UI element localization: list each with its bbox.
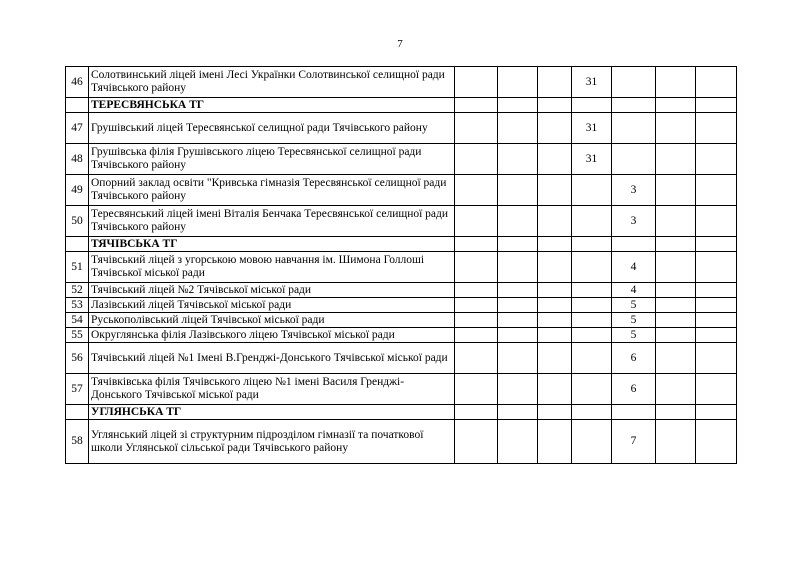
empty-cell [498, 298, 538, 313]
empty-cell [455, 67, 498, 98]
row-number: 47 [66, 113, 89, 144]
empty-cell [498, 374, 538, 405]
empty-cell [656, 313, 696, 328]
empty-cell [572, 298, 612, 313]
empty-cell [572, 98, 612, 113]
school-name: Тячівський ліцей з угорською мовою навчання ім. Шимона Голлоші Тячівської міської ради [89, 252, 455, 283]
empty-cell [656, 237, 696, 252]
row-number: 49 [66, 175, 89, 206]
empty-cell [696, 98, 737, 113]
empty-cell [455, 237, 498, 252]
section-title: УГЛЯНСЬКА ТГ [89, 405, 455, 420]
empty-cell [538, 298, 572, 313]
empty-cell [498, 175, 538, 206]
section-title: ТЯЧІВСЬКА ТГ [89, 237, 455, 252]
school-name: Грушівський ліцей Тересвянської селищної ради Тячівського району [89, 113, 455, 144]
table-row [66, 252, 737, 283]
row-number: 53 [66, 298, 89, 313]
empty-cell [455, 374, 498, 405]
empty-cell [572, 328, 612, 343]
table-row [66, 283, 737, 298]
row-number [66, 98, 89, 113]
empty-cell [538, 252, 572, 283]
empty-cell [656, 98, 696, 113]
empty-cell [656, 206, 696, 237]
table-body [66, 67, 737, 464]
empty-cell [498, 144, 538, 175]
empty-cell [612, 98, 656, 113]
empty-cell [656, 298, 696, 313]
empty-cell [656, 405, 696, 420]
table-row [66, 175, 737, 206]
empty-cell [538, 405, 572, 420]
empty-cell [455, 98, 498, 113]
empty-cell [498, 420, 538, 464]
row-number [66, 237, 89, 252]
row-number: 56 [66, 343, 89, 374]
school-name: Солотвинський ліцей імені Лесі Українки Солотвинської селищної ради Тячівського району [89, 67, 455, 98]
empty-cell [696, 206, 737, 237]
empty-cell [455, 298, 498, 313]
empty-cell [572, 206, 612, 237]
empty-cell [538, 283, 572, 298]
empty-cell [612, 67, 656, 98]
empty-cell [455, 343, 498, 374]
value-cell: 31 [572, 67, 612, 98]
empty-cell [538, 328, 572, 343]
empty-cell [612, 144, 656, 175]
table-row [66, 144, 737, 175]
empty-cell [498, 237, 538, 252]
empty-cell [696, 405, 737, 420]
table-row [66, 206, 737, 237]
empty-cell [612, 113, 656, 144]
empty-cell [656, 420, 696, 464]
empty-cell [696, 175, 737, 206]
row-number: 58 [66, 420, 89, 464]
empty-cell [696, 252, 737, 283]
empty-cell [498, 328, 538, 343]
empty-cell [455, 283, 498, 298]
empty-cell [538, 175, 572, 206]
row-number: 54 [66, 313, 89, 328]
empty-cell [696, 420, 737, 464]
table-row [66, 343, 737, 374]
empty-cell [696, 298, 737, 313]
value-cell: 4 [612, 252, 656, 283]
empty-cell [612, 405, 656, 420]
empty-cell [455, 328, 498, 343]
section-title: ТЕРЕСВЯНСЬКА ТГ [89, 98, 455, 113]
empty-cell [455, 175, 498, 206]
school-name: Тячівківська філія Тячівського ліцею №1 імені Василя Гренджі-Донського Тячівської міської ради [89, 374, 455, 405]
empty-cell [572, 283, 612, 298]
value-cell: 3 [612, 175, 656, 206]
school-name: Округлянська філія Лазівського ліцею Тячівської міської ради [89, 328, 455, 343]
empty-cell [696, 283, 737, 298]
row-number: 50 [66, 206, 89, 237]
schools-table [65, 66, 737, 464]
value-cell: 4 [612, 283, 656, 298]
empty-cell [572, 405, 612, 420]
empty-cell [538, 420, 572, 464]
table-row [66, 374, 737, 405]
section-header-row [66, 98, 737, 113]
section-header-row [66, 237, 737, 252]
empty-cell [572, 252, 612, 283]
empty-cell [498, 252, 538, 283]
empty-cell [455, 252, 498, 283]
value-cell: 5 [612, 298, 656, 313]
value-cell: 7 [612, 420, 656, 464]
empty-cell [572, 237, 612, 252]
empty-cell [656, 328, 696, 343]
empty-cell [572, 374, 612, 405]
value-cell: 3 [612, 206, 656, 237]
empty-cell [498, 206, 538, 237]
empty-cell [656, 144, 696, 175]
empty-cell [656, 67, 696, 98]
empty-cell [572, 313, 612, 328]
empty-cell [498, 283, 538, 298]
value-cell: 5 [612, 313, 656, 328]
empty-cell [696, 313, 737, 328]
school-name: Опорний заклад освіти "Кривська гімназія Тересвянської селищної ради Тячівського району [89, 175, 455, 206]
empty-cell [656, 252, 696, 283]
row-number: 51 [66, 252, 89, 283]
empty-cell [656, 175, 696, 206]
school-name: Тячівський ліцей №2 Тячівської міської ради [89, 283, 455, 298]
value-cell: 5 [612, 328, 656, 343]
school-name: Руськополівський ліцей Тячівської міської ради [89, 313, 455, 328]
empty-cell [656, 113, 696, 144]
table-row [66, 67, 737, 98]
empty-cell [656, 374, 696, 405]
table-row [66, 113, 737, 144]
empty-cell [572, 420, 612, 464]
empty-cell [538, 374, 572, 405]
empty-cell [538, 98, 572, 113]
empty-cell [696, 237, 737, 252]
row-number: 57 [66, 374, 89, 405]
empty-cell [498, 313, 538, 328]
empty-cell [538, 343, 572, 374]
empty-cell [656, 283, 696, 298]
empty-cell [696, 374, 737, 405]
empty-cell [572, 175, 612, 206]
empty-cell [455, 113, 498, 144]
empty-cell [572, 343, 612, 374]
value-cell: 6 [612, 343, 656, 374]
value-cell: 31 [572, 113, 612, 144]
empty-cell [498, 113, 538, 144]
empty-cell [696, 144, 737, 175]
empty-cell [656, 343, 696, 374]
value-cell: 6 [612, 374, 656, 405]
empty-cell [538, 67, 572, 98]
school-name: Грушівська філія Грушівського ліцею Тересвянської селищної ради Тячівського району [89, 144, 455, 175]
school-name: Тячівський ліцей №1 Імені В.Гренджі-Донського Тячівської міської ради [89, 343, 455, 374]
empty-cell [455, 144, 498, 175]
empty-cell [612, 237, 656, 252]
empty-cell [696, 113, 737, 144]
empty-cell [455, 206, 498, 237]
empty-cell [538, 313, 572, 328]
row-number: 48 [66, 144, 89, 175]
empty-cell [498, 405, 538, 420]
page-number: 7 [397, 38, 403, 50]
row-number: 46 [66, 67, 89, 98]
school-name: Лазівський ліцей Тячівської міської ради [89, 298, 455, 313]
empty-cell [696, 328, 737, 343]
table-row [66, 298, 737, 313]
table-row [66, 328, 737, 343]
empty-cell [538, 113, 572, 144]
section-header-row [66, 405, 737, 420]
table-row [66, 313, 737, 328]
row-number [66, 405, 89, 420]
empty-cell [498, 343, 538, 374]
empty-cell [696, 343, 737, 374]
empty-cell [538, 237, 572, 252]
empty-cell [498, 98, 538, 113]
school-name: Тересвянський ліцей імені Віталія Бенчака Тересвянської селищної ради Тячівського району [89, 206, 455, 237]
empty-cell [455, 405, 498, 420]
empty-cell [538, 144, 572, 175]
empty-cell [455, 313, 498, 328]
empty-cell [538, 206, 572, 237]
empty-cell [696, 67, 737, 98]
value-cell: 31 [572, 144, 612, 175]
school-name: Углянський ліцей зі структурним підрозділом гімназії та початкової школи Углянської сільської ради Тячівського району [89, 420, 455, 464]
table-row [66, 420, 737, 464]
empty-cell [455, 420, 498, 464]
row-number: 55 [66, 328, 89, 343]
row-number: 52 [66, 283, 89, 298]
empty-cell [498, 67, 538, 98]
